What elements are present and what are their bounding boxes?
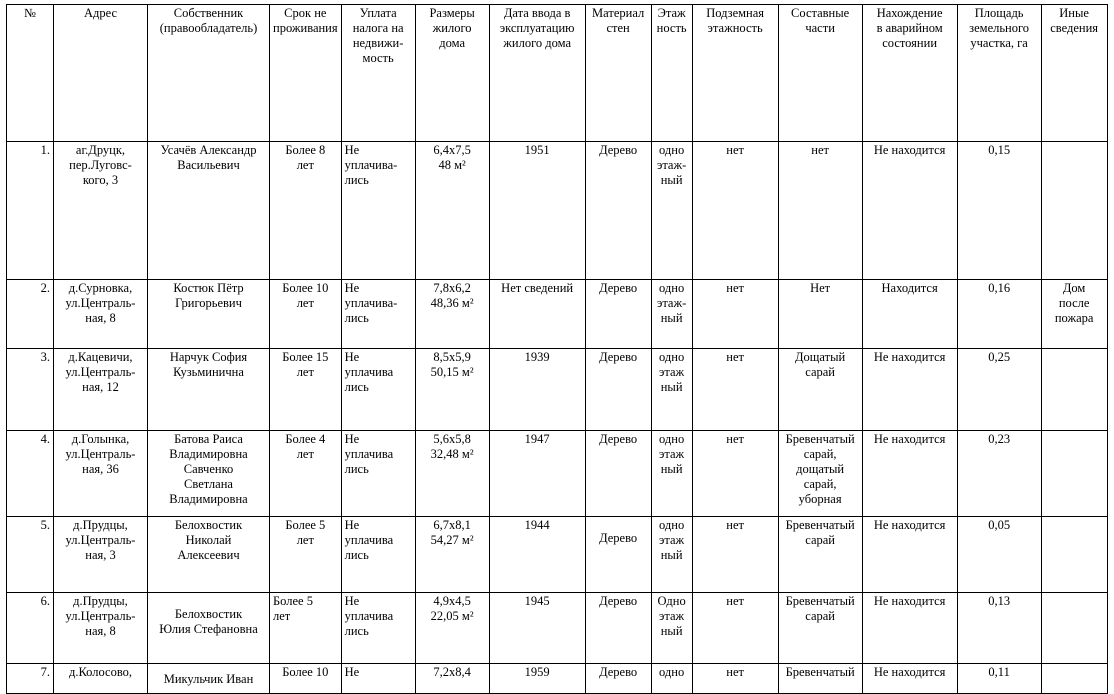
- table-row: [7, 280, 1108, 349]
- cell-other: [1041, 431, 1107, 517]
- header-size: Размеры жилого дома: [415, 5, 489, 142]
- cell-parts: Бревенчатый сарай: [778, 517, 862, 593]
- cell-date: 1959: [489, 664, 585, 694]
- housing-registry-table: [6, 4, 1108, 694]
- cell-absence: Более 5 лет: [270, 593, 342, 664]
- cell-number: 6.: [7, 593, 54, 664]
- cell-emergency: Не находится: [862, 664, 957, 694]
- cell-number: 2.: [7, 280, 54, 349]
- cell-underground: нет: [692, 664, 778, 694]
- header-floors: Этаж ность: [651, 5, 692, 142]
- cell-absence: Более 8 лет: [270, 142, 342, 280]
- cell-material: Дерево: [585, 280, 651, 349]
- header-parts: Составные части: [778, 5, 862, 142]
- cell-material: Дерево: [585, 517, 651, 593]
- cell-area: 0,16: [957, 280, 1041, 349]
- header-address: Адрес: [54, 5, 148, 142]
- header-number: №: [7, 5, 54, 142]
- table-row: [7, 431, 1108, 517]
- header-owner: Собственник (правообладатель): [148, 5, 270, 142]
- table-row: [7, 593, 1108, 664]
- cell-floors: одно этаж- ный: [651, 142, 692, 280]
- cell-parts: Бревенчатый сарай, дощатый сарай, уборная: [778, 431, 862, 517]
- cell-area: 0,23: [957, 431, 1041, 517]
- cell-underground: нет: [692, 431, 778, 517]
- cell-owner: Микульчик Иван: [148, 664, 270, 694]
- cell-absence: Более 10: [270, 664, 342, 694]
- cell-parts: Нет: [778, 280, 862, 349]
- table-header-row: [7, 5, 1108, 142]
- cell-tax: Не: [341, 664, 415, 694]
- cell-size: 5,6х5,8 32,48 м²: [415, 431, 489, 517]
- cell-parts: Бревенчатый сарай: [778, 593, 862, 664]
- cell-tax: Не уплачива лись: [341, 593, 415, 664]
- cell-material: Дерево: [585, 431, 651, 517]
- cell-emergency: Не находится: [862, 349, 957, 431]
- cell-parts: нет: [778, 142, 862, 280]
- cell-other: Дом после пожара: [1041, 280, 1107, 349]
- cell-underground: нет: [692, 280, 778, 349]
- cell-owner: Белохвостик Юлия Стефановна: [148, 593, 270, 664]
- cell-address: д.Голынка, ул.Централь- ная, 36: [54, 431, 148, 517]
- cell-date: 1939: [489, 349, 585, 431]
- cell-tax: Не уплачива лись: [341, 517, 415, 593]
- cell-absence: Более 5 лет: [270, 517, 342, 593]
- header-other: Иные сведения: [1041, 5, 1107, 142]
- header-material: Материал стен: [585, 5, 651, 142]
- header-emergency: Нахождение в аварийном состоянии: [862, 5, 957, 142]
- cell-size: 6,7х8,1 54,27 м²: [415, 517, 489, 593]
- cell-absence: Более 10 лет: [270, 280, 342, 349]
- cell-size: 8,5х5,9 50,15 м²: [415, 349, 489, 431]
- cell-floors: одно этаж- ный: [651, 280, 692, 349]
- cell-address: д.Прудцы, ул.Централь- ная, 3: [54, 517, 148, 593]
- cell-size: 6,4х7,5 48 м²: [415, 142, 489, 280]
- cell-date: 1947: [489, 431, 585, 517]
- cell-emergency: Не находится: [862, 431, 957, 517]
- cell-tax: Не уплачива- лись: [341, 280, 415, 349]
- header-date: Дата ввода в эксплуатацию жилого дома: [489, 5, 585, 142]
- cell-tax: Не уплачива лись: [341, 431, 415, 517]
- table-row: [7, 349, 1108, 431]
- cell-area: 0,13: [957, 593, 1041, 664]
- header-area: Площадь земельного участка, га: [957, 5, 1041, 142]
- cell-underground: нет: [692, 517, 778, 593]
- table-row: [7, 142, 1108, 280]
- cell-area: 0,11: [957, 664, 1041, 694]
- document-page: [6, 4, 1108, 694]
- cell-other: [1041, 349, 1107, 431]
- cell-size: 4,9х4,5 22,05 м²: [415, 593, 489, 664]
- cell-emergency: Не находится: [862, 593, 957, 664]
- cell-material: Дерево: [585, 593, 651, 664]
- cell-floors: одно: [651, 664, 692, 694]
- cell-emergency: Не находится: [862, 517, 957, 593]
- cell-number: 5.: [7, 517, 54, 593]
- cell-absence: Более 4 лет: [270, 431, 342, 517]
- cell-size: 7,8х6,2 48,36 м²: [415, 280, 489, 349]
- cell-other: [1041, 593, 1107, 664]
- cell-material: Дерево: [585, 664, 651, 694]
- cell-address: д.Сурновка, ул.Централь- ная, 8: [54, 280, 148, 349]
- table-row: [7, 664, 1108, 694]
- cell-floors: одно этаж ный: [651, 517, 692, 593]
- header-underground: Подземная этажность: [692, 5, 778, 142]
- cell-address: аг.Друцк, пер.Луговс- кого, 3: [54, 142, 148, 280]
- cell-address: д.Кацевичи, ул.Централь- ная, 12: [54, 349, 148, 431]
- cell-floors: одно этаж ный: [651, 349, 692, 431]
- cell-date: 1945: [489, 593, 585, 664]
- cell-emergency: Не находится: [862, 142, 957, 280]
- cell-area: 0,15: [957, 142, 1041, 280]
- cell-address: д.Прудцы, ул.Централь- ная, 8: [54, 593, 148, 664]
- cell-area: 0,25: [957, 349, 1041, 431]
- cell-underground: нет: [692, 593, 778, 664]
- cell-underground: нет: [692, 349, 778, 431]
- cell-date: 1951: [489, 142, 585, 280]
- table-row: [7, 517, 1108, 593]
- cell-parts: Бревенчатый: [778, 664, 862, 694]
- cell-owner: Костюк Пётр Григорьевич: [148, 280, 270, 349]
- header-absence: Срок не проживания: [270, 5, 342, 142]
- cell-date: 1944: [489, 517, 585, 593]
- cell-number: 7.: [7, 664, 54, 694]
- cell-date: Нет сведений: [489, 280, 585, 349]
- cell-material: Дерево: [585, 349, 651, 431]
- cell-parts: Дощатый сарай: [778, 349, 862, 431]
- cell-area: 0,05: [957, 517, 1041, 593]
- cell-floors: одно этаж ный: [651, 431, 692, 517]
- cell-tax: Не уплачива лись: [341, 349, 415, 431]
- cell-other: [1041, 142, 1107, 280]
- cell-number: 4.: [7, 431, 54, 517]
- cell-owner: Батова Раиса Владимировна Савченко Светлана Владимировна: [148, 431, 270, 517]
- cell-floors: Одно этаж ный: [651, 593, 692, 664]
- cell-owner: Усачёв Александр Васильевич: [148, 142, 270, 280]
- cell-owner: Нарчук София Кузьминична: [148, 349, 270, 431]
- cell-size: 7,2х8,4: [415, 664, 489, 694]
- cell-material: Дерево: [585, 142, 651, 280]
- cell-address: д.Колосово,: [54, 664, 148, 694]
- cell-underground: нет: [692, 142, 778, 280]
- cell-owner: Белохвостик Николай Алексеевич: [148, 517, 270, 593]
- cell-number: 3.: [7, 349, 54, 431]
- cell-emergency: Находится: [862, 280, 957, 349]
- cell-other: [1041, 664, 1107, 694]
- cell-number: 1.: [7, 142, 54, 280]
- cell-other: [1041, 517, 1107, 593]
- cell-tax: Не уплачива- лись: [341, 142, 415, 280]
- header-tax: Уплата налога на недвижи- мость: [341, 5, 415, 142]
- cell-absence: Более 15 лет: [270, 349, 342, 431]
